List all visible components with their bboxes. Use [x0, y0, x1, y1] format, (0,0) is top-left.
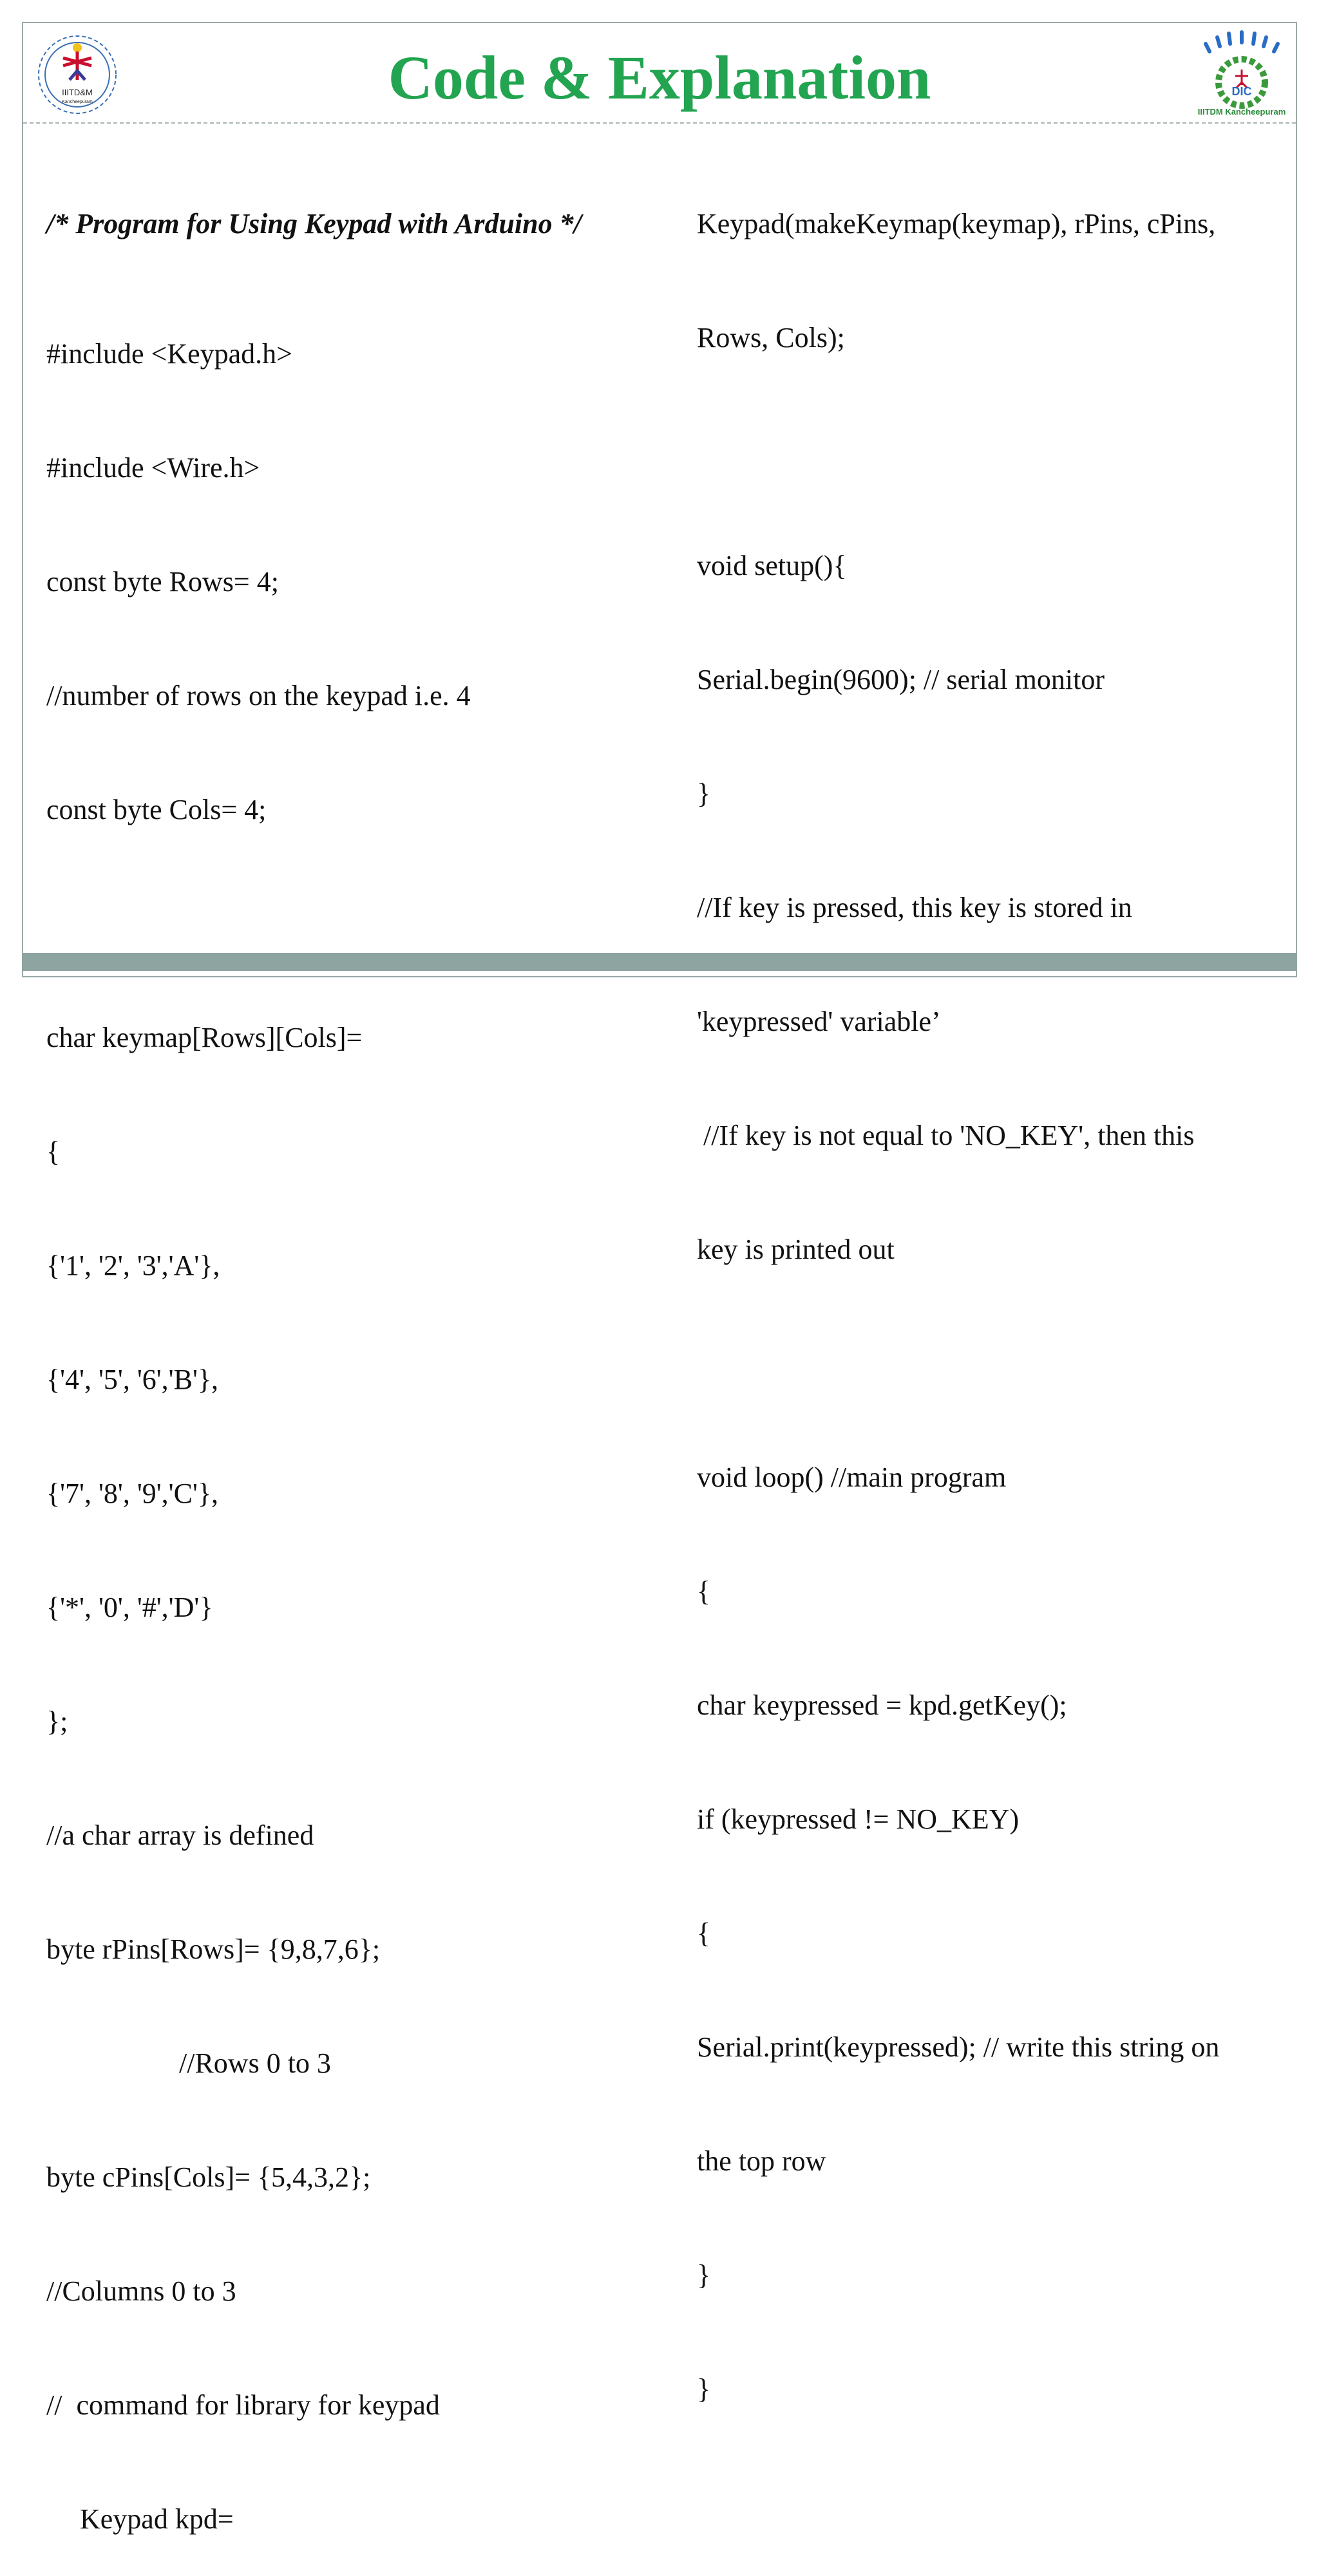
code-line: Keypad kpd=: [80, 2503, 234, 2535]
code-line: the top row: [697, 2145, 826, 2177]
code-right-column: [697, 129, 1296, 2446]
code-line: byte rPins[Rows]= {9,8,7,6};: [46, 1933, 381, 1965]
code-line: Serial.begin(9600); // serial monitor: [697, 664, 1105, 695]
code-line: //Columns 0 to 3: [46, 2275, 236, 2307]
code-line: #include <Keypad.h>: [46, 338, 292, 370]
logo-left-text: IIITD&M: [62, 88, 93, 97]
code-line: if (keypressed != NO_KEY): [697, 1803, 1020, 1835]
code-line: const byte Rows= 4;: [46, 566, 279, 597]
code-line: }: [697, 778, 711, 809]
blank-line: [697, 1344, 1296, 1382]
code-line: 'keypressed' variable’: [697, 1006, 941, 1037]
code-line: //number of rows on the keypad i.e. 4: [46, 680, 471, 711]
code-line: //If key is not equal to 'NO_KEY', then this: [703, 1120, 1195, 1151]
code-line: //a char array is defined: [46, 1819, 314, 1851]
logo-right-caption: IIITDM Kancheepuram: [1197, 107, 1286, 117]
code-line: #include <Wire.h>: [46, 452, 260, 484]
code-line: };: [46, 1706, 68, 1737]
code-line: //Rows 0 to 3: [179, 2047, 331, 2079]
header-divider: [23, 122, 1296, 124]
code-line: {: [697, 1575, 711, 1607]
blank-line: [46, 905, 665, 943]
program-title: /* Program for Using Keypad with Arduino */: [46, 208, 582, 240]
code-line: void loop() //main program: [697, 1462, 1007, 1493]
code-line: }: [697, 2259, 711, 2291]
code-line: // command for library for keypad: [46, 2389, 440, 2421]
code-line: {: [46, 1136, 61, 1167]
code-line: {'4', '5', '6','B'},: [46, 1364, 219, 1395]
code-line: Rows, Cols);: [697, 322, 845, 353]
blank-line: [697, 433, 1296, 471]
code-line: char keymap[Rows][Cols]=: [46, 1022, 363, 1053]
code-line: {: [697, 1917, 711, 1949]
logo-left-subtext: Kancheepuram: [62, 100, 93, 104]
code-line: //If key is pressed, this key is stored in: [697, 892, 1132, 923]
slide-title: Code & Explanation: [388, 43, 931, 112]
code-line: {'7', '8', '9','C'},: [46, 1478, 219, 1509]
code-line: Keypad(makeKeymap(keymap), rPins, cPins,: [697, 208, 1216, 240]
code-line: {'*', '0', '#','D'}: [46, 1592, 213, 1623]
footer-bar: [22, 953, 1297, 971]
code-line: const byte Cols= 4;: [46, 794, 267, 825]
code-line: Serial.print(keypressed); // write this string on: [697, 2031, 1220, 2063]
code-line: {'1', '2', '3','A'},: [46, 1250, 220, 1281]
logo-right-text: DIC: [1231, 85, 1252, 98]
code-line: }: [697, 2373, 711, 2405]
code-line: byte cPins[Cols]= {5,4,3,2};: [46, 2161, 371, 2193]
code-line: key is printed out: [697, 1234, 895, 1265]
code-line: void setup(){: [697, 550, 847, 581]
code-line: char keypressed = kpd.getKey();: [697, 1689, 1067, 1721]
code-left-column: [46, 129, 665, 2576]
